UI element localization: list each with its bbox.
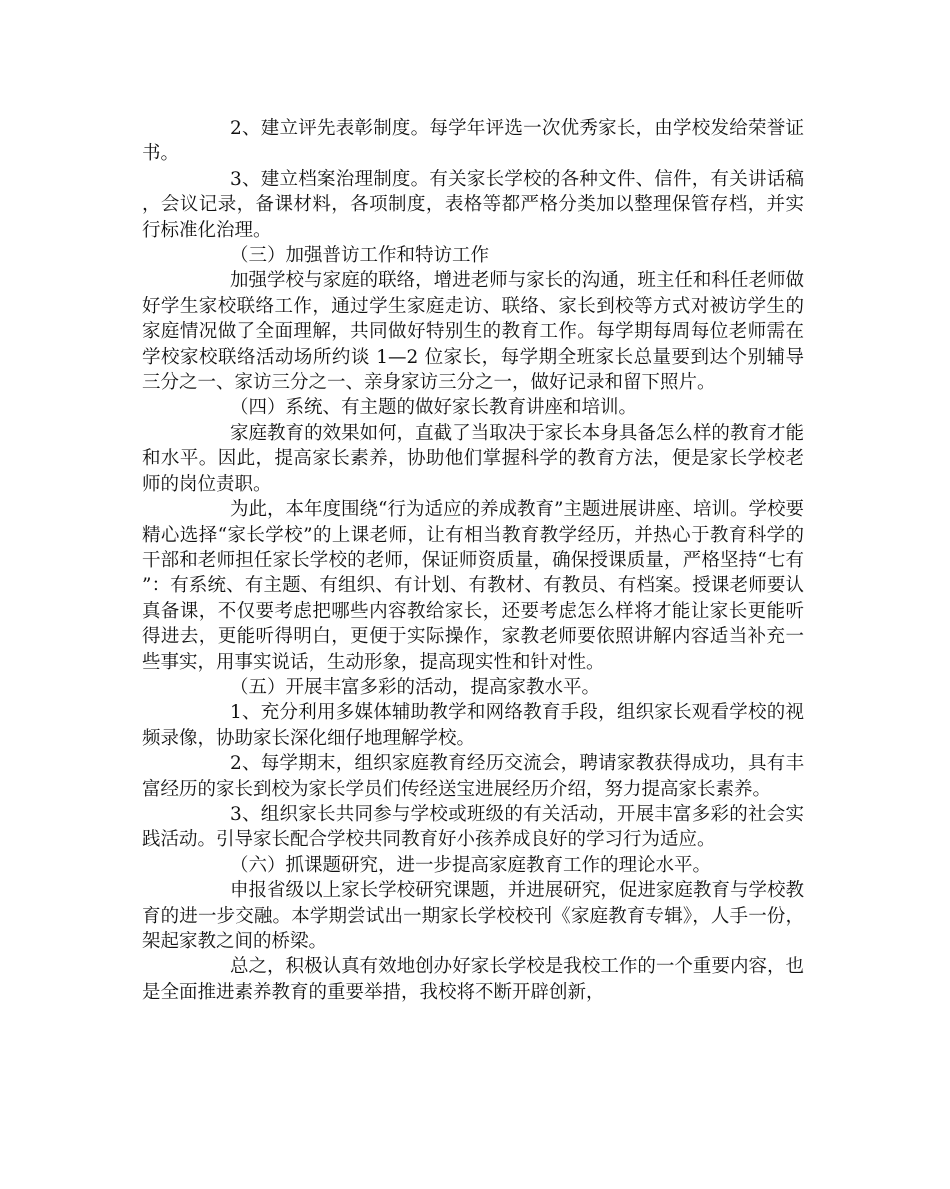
section-heading-research: （六）抓课题研究，进一步提高家庭教育工作的理论水平。 — [230, 854, 712, 876]
paragraph-research-topic: 申报省级以上家长学校研究课题，并进展研究，促进家庭教育与学校教育的进一步交融。本学期尝试出一期家长学校校刊《家庭教育专辑》，人手一份，架起家教之间的桥梁。 — [142, 880, 804, 952]
paragraph-summary: 总之，积极认真有效地创办好家长学校是我校工作的一个重要内容，也是全面推进素养教育的重要举措，我校将不断开辟创新， — [142, 956, 804, 1003]
section-heading-lectures: （四）系统、有主题的做好家长教育讲座和培训。 — [230, 397, 638, 419]
paragraph-training-plan: 为此，本年度围绕“行为适应的养成教育”主题进展讲座、培训。学校要精心选择“家长学校”的上课老师，让有相当教育教学经历，并热心于教育科学的干部和老师担任家长学校的老师，保证师资质量，确保授课质量，严格坚持“七有”：有系统、有主题、有组织、有计划、有教材、有教员、有档案。授课老师要认真备课，不仅要考虑把哪些内容教给家长，还要考虑怎么样将才能让家长更能听得进去，更能听得明白，更便于实际操作，家教老师要依照讲解内容适当补充一些事实，用事实说话，生动形象，提高现实性和针对性。 — [142, 499, 804, 673]
paragraph-experience-exchange: 2、每学期末，组织家庭教育经历交流会，聘请家教获得成功，具有丰富经历的家长到校为家长学员们传经送宝进展经历介绍，努力提高家长素养。 — [142, 753, 804, 800]
document-body — [142, 116, 804, 1005]
section-heading-visits: （三）加强普访工作和特访工作 — [230, 245, 490, 267]
paragraph-home-school-contact: 加强学校与家庭的联络，增进老师与家长的沟通，班主任和科任老师做好学生家校联络工作，通过学生家庭走访、联络、家长到校等方式对被访学生的家庭情况做了全面理解，共同做好特别生的教育工作。每学期每周每位老师需在学校家校联络活动场所约谈 1—2 位家长，每学期全班家长总量要到达个别辅导三分之一、家访三分之一、亲身家访三分之一，做好记录和留下照片。 — [142, 270, 804, 394]
section-heading-activities: （五）开展丰富多彩的活动，提高家教水平。 — [230, 676, 601, 698]
paragraph-family-education-effect: 家庭教育的效果如何，直截了当取决于家长本身具备怎么样的教育才能和水平。因此，提高家长素养，协助他们掌握科学的教育方法，便是家长学校老师的岗位责职。 — [142, 422, 804, 495]
paragraph-honor-system: 2、建立评先表彰制度。每学年评选一次优秀家长，由学校发给荣誉证书。 — [142, 118, 804, 165]
paragraph-multimedia: 1、充分利用多媒体辅助教学和网络教育手段，组织家长观看学校的视频录像，协助家长深化细仔地理解学校。 — [142, 702, 804, 749]
paragraph-archive-system: 3、建立档案治理制度。有关家长学校的各种文件、信件，有关讲话稿，会议记录，备课材料，各项制度，表格等都严格分类加以整理保管存档，并实行标准化治理。 — [142, 168, 804, 241]
paragraph-social-practice: 3、组织家长共同参与学校或班级的有关活动，开展丰富多彩的社会实践活动。引导家长配合学校共同教育好小孩养成良好的学习行为适应。 — [142, 803, 804, 851]
